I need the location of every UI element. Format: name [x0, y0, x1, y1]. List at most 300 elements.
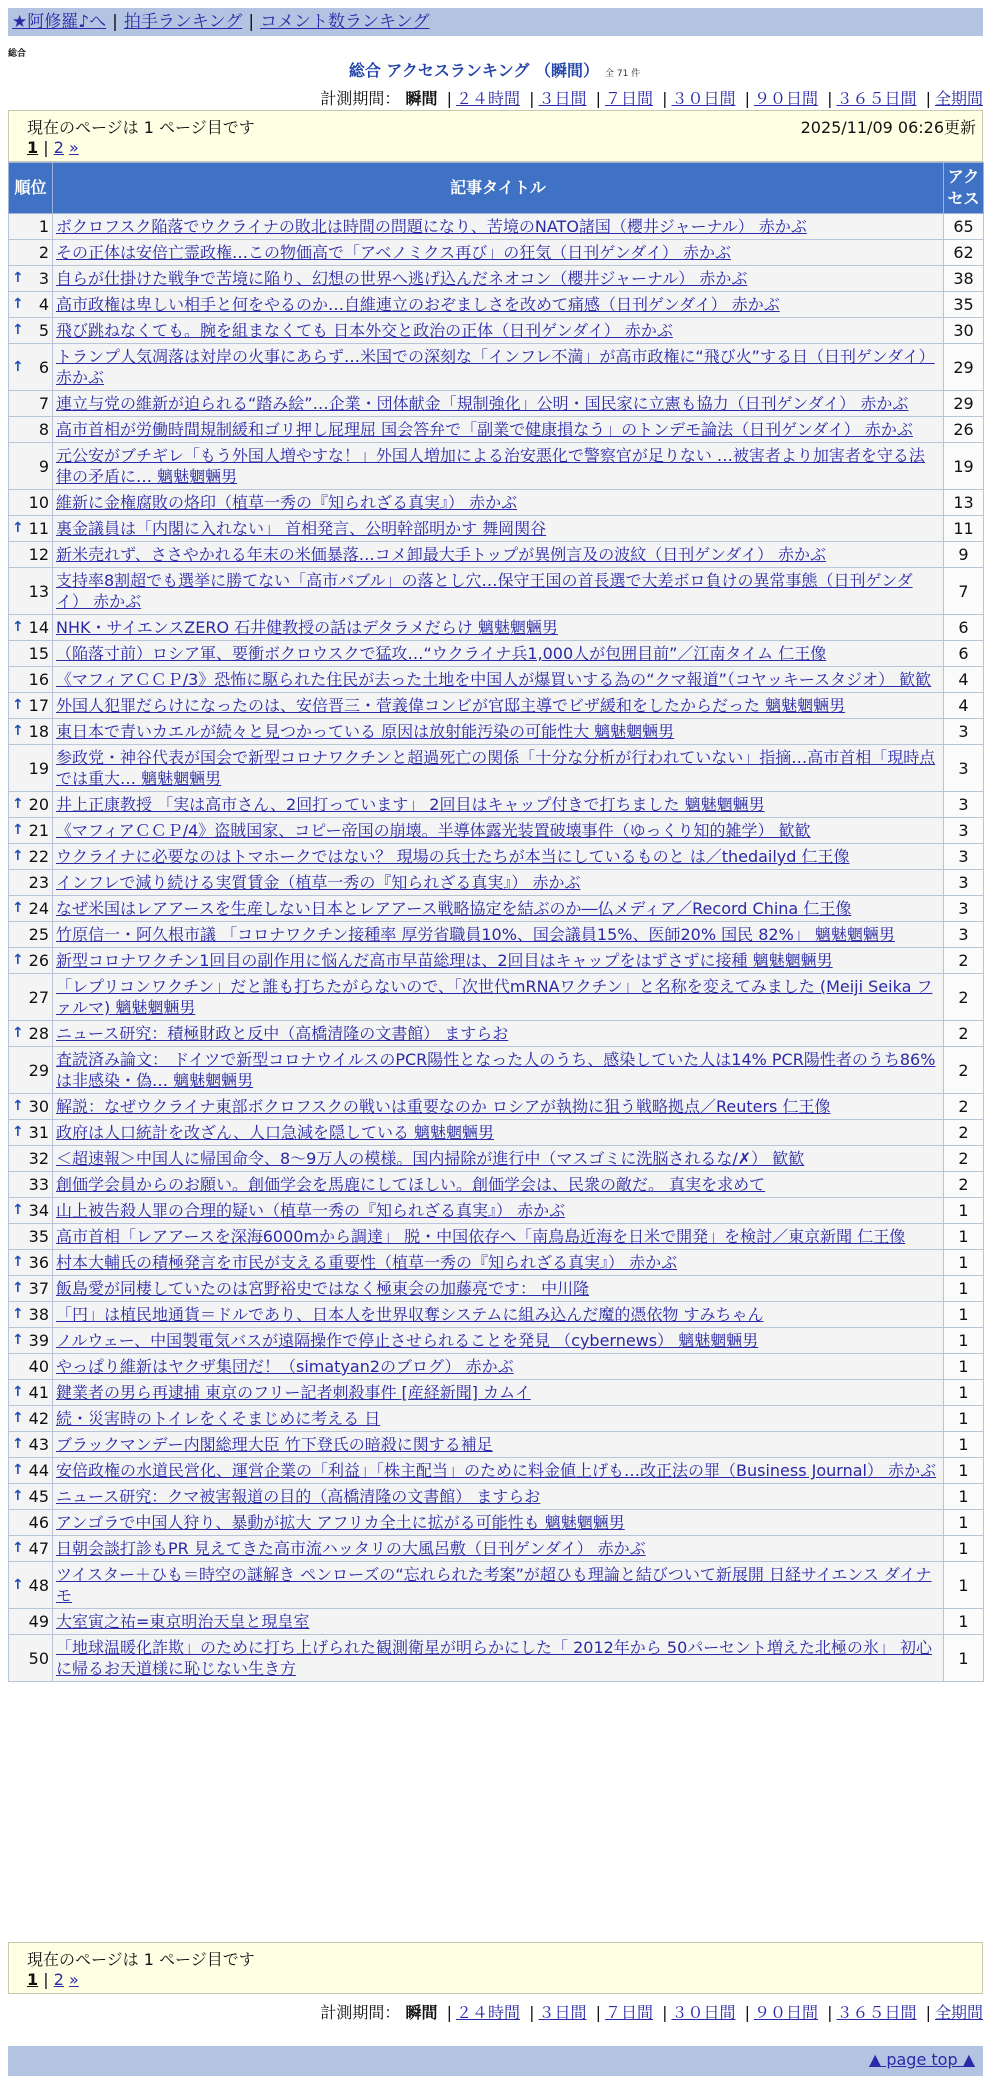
rank-number: 33 [28, 1175, 49, 1194]
article-title-link[interactable]: 「レプリコンワクチン」だと誰も打ちたがらないので、「次世代mRNAワクチン」と名称を変えてみました (Meiji Seika ファルマ) 魑魅魍魎男 [56, 977, 933, 1017]
rank-cell [9, 240, 53, 266]
top-nav [8, 8, 983, 36]
article-title-link[interactable]: NHK・サイエンスZERO 石井健教授の話はデタラメだらけ 魑魅魍魎男 [56, 618, 558, 637]
rank-up-icon: ↑ [12, 952, 24, 968]
rank-number: 29 [28, 1060, 49, 1080]
article-title-link[interactable]: ノルウェー、中国製電気バスが遠隔操作で停止させられることを発見 （cybernews） 魑魅魍魎男 [56, 1331, 759, 1350]
article-title-link[interactable]: 政府は人口統計を改ざん、人口急減を隠している 魑魅魍魎男 [56, 1123, 495, 1142]
rank-number: 21 [28, 821, 49, 840]
access-count: 1 [944, 1250, 984, 1276]
table-row [9, 542, 984, 568]
table-row [9, 1562, 984, 1609]
access-count: 65 [944, 214, 984, 240]
access-count: 26 [944, 417, 984, 443]
rank-cell [9, 490, 53, 516]
title-cell [53, 974, 944, 1021]
period-separator: | [529, 89, 535, 108]
article-title-link[interactable]: 《マフィアＣＣＰ/3》恐怖に駆られた住民が去った土地を中国人が爆買いする為の“クマ報道”（コヤッキースタジオ） 歓歓 [56, 670, 932, 689]
rank-up-icon: ↑ [12, 848, 24, 864]
pager-message: 現在のページは 1 ページ目です [27, 118, 255, 137]
table-row [9, 516, 984, 542]
period-separator: | [827, 2003, 833, 2022]
title-cell [53, 1635, 944, 1682]
table-row [9, 1276, 984, 1302]
rank-cell [9, 214, 53, 240]
period-7d-link[interactable]: ７日間 [604, 2003, 653, 2022]
title-cell [53, 318, 944, 344]
rank-cell [9, 1120, 53, 1146]
title-cell [53, 344, 944, 391]
next-page-link[interactable]: » [69, 138, 79, 157]
rank-number: 30 [28, 1097, 49, 1116]
title-cell [53, 1406, 944, 1432]
rank-up-icon: ↑ [12, 1384, 24, 1400]
article-title-link[interactable]: 鍵業者の男ら再逮捕 東京のフリー記者刺殺事件 [産経新聞] カムイ [56, 1383, 531, 1402]
rank-number: 1 [38, 217, 49, 236]
period-separator: | [446, 89, 452, 108]
table-row [9, 417, 984, 443]
rank-cell [9, 693, 53, 719]
access-count: 6 [944, 615, 984, 641]
period-365d-link[interactable]: ３６５日間 [836, 2003, 917, 2022]
rank-up-icon: ↑ [12, 1202, 24, 1218]
period-7d-link[interactable]: ７日間 [604, 89, 653, 108]
table-row [9, 1224, 984, 1250]
access-count: 30 [944, 318, 984, 344]
rank-up-icon: ↑ [12, 1410, 24, 1426]
period-30d-link[interactable]: ３０日間 [671, 2003, 736, 2022]
title-cell [53, 1224, 944, 1250]
rank-up-icon: ↑ [12, 1540, 24, 1556]
header-access: アクセス [944, 163, 984, 214]
article-title-link[interactable]: 高市政権は卑しい相手と何をやるのか…自維連立のおぞましさを改めて痛感（日刊ゲンダイ） 赤かぶ [56, 295, 780, 314]
period-all-link[interactable]: 全期間 [934, 89, 983, 108]
table-row [9, 1635, 984, 1682]
access-count: 1 [944, 1635, 984, 1682]
rank-number: 8 [38, 420, 49, 439]
article-title-link[interactable]: 外国人犯罪だらけになったのは、安倍晋三・菅義偉コンビが官邸主導でビザ緩和をしたからだった 魑魅魍魎男 [56, 696, 846, 715]
table-row [9, 214, 984, 240]
page-1-link[interactable]: 1 [27, 1970, 39, 1989]
rank-up-icon: ↑ [12, 1436, 24, 1452]
title-cell [53, 1432, 944, 1458]
period-separator: | [595, 2003, 601, 2022]
title-cell [53, 443, 944, 490]
article-title-link[interactable]: ニュース研究：積極財政と反中（高橋清隆の文書館） ますらお [56, 1024, 509, 1043]
rank-cell [9, 568, 53, 615]
rank-number: 7 [38, 394, 49, 413]
table-row [9, 443, 984, 490]
article-title-link[interactable]: 新米売れず、ささやかれる年末の米価暴落…コメ卸最大手トップが異例言及の波紋（日刊ゲンダイ） 赤かぶ [56, 545, 827, 564]
access-count: 1 [944, 1224, 984, 1250]
table-row [9, 1328, 984, 1354]
access-count: 3 [944, 896, 984, 922]
page-separator: | [43, 1970, 49, 1989]
rank-number: 28 [28, 1024, 49, 1043]
rank-cell [9, 745, 53, 792]
article-title-link[interactable]: 裏金議員は「内閣に入れない」 首相発言、公明幹部明かす 舞岡関谷 [56, 519, 547, 538]
rank-cell [9, 1562, 53, 1609]
period-separator: | [595, 89, 601, 108]
rank-number: 3 [38, 269, 49, 288]
access-count: 3 [944, 745, 984, 792]
article-title-link[interactable]: 連立与党の維新が迫られる“踏み絵”…企業・団体献金「規制強化」公明・国民家に立憲も協力（日刊ゲンダイ） 赤かぶ [56, 394, 909, 413]
title-cell [53, 214, 944, 240]
table-row [9, 344, 984, 391]
article-title-link[interactable]: 安倍政権の水道民営化、運営企業の「利益」「株主配当」のために料金値上げも…改正法の罪（Business Journal） 赤かぶ [56, 1461, 937, 1480]
title-cell [53, 1047, 944, 1094]
title-cell [53, 896, 944, 922]
article-title-link[interactable]: 高市首相が労働時間規制緩和ゴリ押し屁理屈 国会答弁で「副業で健康損なう」のトンデモ論法（日刊ゲンダイ） 赤かぶ [56, 420, 913, 439]
title-cell [53, 1302, 944, 1328]
rank-number: 45 [28, 1487, 49, 1506]
table-row [9, 568, 984, 615]
article-title-link[interactable]: 《マフィアＣＣＰ/4》盗賊国家、コピー帝国の崩壊。半導体露光装置破壊事件（ゆっくり知的雑学） 歓歓 [56, 821, 811, 840]
page-separator: | [43, 138, 49, 157]
period-24h-link[interactable]: ２４時間 [455, 89, 520, 108]
access-count: 2 [944, 948, 984, 974]
rank-number: 6 [38, 357, 49, 377]
ranking-title: 総合 アクセスランキング （瞬間） [348, 61, 599, 80]
rank-cell [9, 1276, 53, 1302]
rank-number: 26 [28, 951, 49, 970]
access-count: 1 [944, 1458, 984, 1484]
rank-number: 42 [28, 1409, 49, 1428]
rank-up-icon: ↑ [12, 1280, 24, 1296]
title-cell [53, 667, 944, 693]
article-title-link[interactable]: 井上正康教授 「実は高市さん、2回打っています」 2回目はキャップ付きで打ちました 魑魅魍魎男 [56, 795, 765, 814]
table-row [9, 1354, 984, 1380]
period-separator: | [744, 89, 750, 108]
pager-message-bottom: 現在のページは 1 ページ目です [27, 1950, 255, 1969]
table-row [9, 1458, 984, 1484]
rank-up-icon: ↑ [12, 1124, 24, 1140]
table-row [9, 844, 984, 870]
article-title-link[interactable]: 新型コロナワクチン1回目の副作用に悩んだ高市早苗総理は、2回目はキャップをはずさずに接種 魑魅魍魎男 [56, 951, 833, 970]
article-title-link[interactable]: 解説：なぜウクライナ東部ボクロフスクの戦いは重要なのか ロシアが執拗に狙う戦略拠点／Reuters 仁王像 [56, 1097, 831, 1116]
rank-cell [9, 1484, 53, 1510]
rank-up-icon: ↑ [12, 723, 24, 739]
table-row [9, 615, 984, 641]
article-title-link[interactable]: ブラックマンデー内閣総理大臣 竹下登氏の暗殺に関する補足 [56, 1435, 493, 1454]
title-cell [53, 641, 944, 667]
page-links-bottom [27, 1970, 79, 1989]
rank-number: 4 [38, 295, 49, 314]
rank-number: 47 [28, 1539, 49, 1558]
rank-up-icon: ↑ [12, 697, 24, 713]
period-90d-link[interactable]: ９０日間 [753, 89, 818, 108]
table-row [9, 1484, 984, 1510]
table-row [9, 719, 984, 745]
title-cell [53, 1276, 944, 1302]
article-title-link[interactable]: 続・災害時のトイレをくそまじめに考える 日 [56, 1409, 381, 1428]
article-title-link[interactable]: 東日本で青いカエルが続々と見つかっている 原因は放射能汚染の可能性大 魑魅魍魎男 [56, 722, 675, 741]
title-cell [53, 1328, 944, 1354]
rank-up-icon: ↑ [12, 322, 24, 338]
period-30d-link[interactable]: ３０日間 [671, 89, 736, 108]
header-title: 記事タイトル [53, 163, 944, 214]
access-count: 3 [944, 818, 984, 844]
rank-number: 25 [28, 925, 49, 944]
rank-number: 43 [28, 1435, 49, 1454]
article-title-link[interactable]: インフレで減り続ける実質賃金（植草一秀の『知られざる真実』） 赤かぶ [56, 873, 581, 892]
period-selector [320, 86, 983, 109]
title-cell [53, 1198, 944, 1224]
rank-number: 38 [28, 1305, 49, 1324]
rank-up-icon: ↑ [12, 1306, 24, 1322]
title-cell [53, 745, 944, 792]
article-title-link[interactable]: トランプ人気凋落は対岸の火事にあらず…米国での深刻な「インフレ不満」が高市政権に“飛び火”する日（日刊ゲンダイ） 赤かぶ [56, 347, 935, 387]
rank-number: 14 [28, 618, 49, 637]
rank-number: 11 [28, 519, 49, 538]
rank-cell [9, 542, 53, 568]
article-title-link[interactable]: なぜ米国はレアアースを生産しない日本とレアアース戦略協定を結ぶのか―仏メディア／Record China 仁王像 [56, 899, 852, 918]
table-row [9, 1609, 984, 1635]
article-title-link[interactable]: 大室寅之祐=東京明治天皇と現皇室 [56, 1612, 310, 1631]
article-title-link[interactable]: ウクライナに必要なのはトマホークではない？ 現場の兵士たちが本当にしているものと は／thedailyd 仁王像 [56, 847, 850, 866]
article-title-link[interactable]: 高市首相「レアアースを深海6000mから調達」 脱・中国依存へ「南鳥島近海を日米で開発」を検討／東京新聞 仁王像 [56, 1227, 906, 1246]
article-title-link[interactable]: ニュース研究：クマ被害報道の目的（高橋清隆の文書館） ますらお [56, 1487, 541, 1506]
rank-number: 31 [28, 1123, 49, 1142]
access-count: 1 [944, 1432, 984, 1458]
rank-number: 46 [28, 1513, 49, 1532]
access-count: 19 [944, 443, 984, 490]
access-count: 13 [944, 490, 984, 516]
period-separator: | [662, 89, 668, 108]
rank-cell [9, 1432, 53, 1458]
rank-number: 20 [28, 795, 49, 814]
period-3d-link[interactable]: ３日間 [538, 89, 587, 108]
rank-cell [9, 391, 53, 417]
title-cell [53, 266, 944, 292]
article-title-link[interactable]: 参政党・神谷代表が国会で新型コロナワクチンと超過死亡の関係「十分な分析が行われていない」指摘…高市首相「現時点では重大… 魑魅魍魎男 [56, 748, 936, 788]
period-365d-link[interactable]: ３６５日間 [836, 89, 917, 108]
access-count: 1 [944, 1328, 984, 1354]
rank-cell [9, 1047, 53, 1094]
access-count: 2 [944, 1094, 984, 1120]
table-row [9, 266, 984, 292]
nav-applause-ranking-link[interactable]: 拍手ランキング [123, 12, 243, 32]
period-label: 計測期間： [320, 89, 401, 108]
article-title-link[interactable]: 自らが仕掛けた戦争で苦境に陥り、幻想の世界へ逃げ込んだネオコン（櫻井ジャーナル） 赤かぶ [56, 269, 748, 288]
rank-cell [9, 318, 53, 344]
rank-up-icon: ↑ [12, 270, 24, 286]
header-rank: 順位 [9, 163, 53, 214]
rank-number: 10 [28, 493, 49, 512]
rank-number: 48 [28, 1575, 49, 1595]
article-title-link[interactable]: ツイスター＋ひも＝時空の謎解き ペンローズの“忘れられた考案”が超ひも理論と結びついて新展開 日経サイエンス ダイナモ [56, 1565, 932, 1605]
nav-separator: | [112, 12, 118, 32]
pager-top [8, 110, 983, 162]
title-cell [53, 844, 944, 870]
article-title-link[interactable]: ＜超速報＞中国人に帰国命令、8～9万人の模様。国内掃除が進行中（マスゴミに洗脳されるな/✗） 歓歓 [56, 1149, 805, 1168]
rank-up-icon: ↑ [12, 619, 24, 635]
bottom-bar [8, 2046, 983, 2076]
access-count: 1 [944, 1510, 984, 1536]
table-row [9, 1094, 984, 1120]
title-cell [53, 1458, 944, 1484]
title-cell [53, 391, 944, 417]
table-row [9, 240, 984, 266]
rank-cell [9, 1536, 53, 1562]
article-title-link[interactable]: 創価学会員からのお願い。創価学会を馬鹿にしてほしい。創価学会は、民衆の敵だ。 真実を求めて [56, 1175, 766, 1194]
period-3d-link[interactable]: ３日間 [538, 2003, 587, 2022]
rank-up-icon: ↑ [12, 796, 24, 812]
article-title-link[interactable]: その正体は安倍亡霊政権…この物価高で「アベノミクス再び」の狂気（日刊ゲンダイ） 赤かぶ [56, 243, 732, 262]
period-separator: | [446, 2003, 452, 2022]
page-1-link[interactable]: 1 [27, 138, 39, 157]
rank-cell [9, 1609, 53, 1635]
period-24h-link[interactable]: ２４時間 [455, 2003, 520, 2022]
title-cell [53, 615, 944, 641]
access-count: 2 [944, 1146, 984, 1172]
access-count: 38 [944, 266, 984, 292]
access-count: 2 [944, 1021, 984, 1047]
rank-up-icon: ↑ [12, 1576, 24, 1593]
rank-number: 32 [28, 1149, 49, 1168]
title-cell [53, 1484, 944, 1510]
access-count: 1 [944, 1354, 984, 1380]
article-title-link[interactable]: アンゴラで中国人狩り、暴動が拡大 アフリカ全土に拡がる可能性も 魑魅魍魎男 [56, 1513, 625, 1532]
period-separator: | [925, 2003, 931, 2022]
access-count: 3 [944, 719, 984, 745]
article-title-link[interactable]: 維新に金権腐敗の烙印（植草一秀の『知られざる真実』） 赤かぶ [56, 493, 518, 512]
access-count: 4 [944, 667, 984, 693]
period-current: 瞬間 [405, 2003, 438, 2022]
title-cell [53, 792, 944, 818]
access-count: 3 [944, 792, 984, 818]
article-title-link[interactable]: 村本大輔氏の積極発言を市民が支える重要性（植草一秀の『知られざる真実』） 赤かぶ [56, 1253, 678, 1272]
page-2-link[interactable]: 2 [53, 1970, 64, 1989]
rank-cell [9, 1302, 53, 1328]
access-count: 35 [944, 292, 984, 318]
article-title-link[interactable]: 飯島愛が同棲していたのは宮野裕史ではなく極東会の加藤亮です： 中川隆 [56, 1279, 590, 1298]
title-cell [53, 1094, 944, 1120]
period-separator: | [827, 89, 833, 108]
page-2-link[interactable]: 2 [53, 138, 64, 157]
period-all-link[interactable]: 全期間 [934, 2003, 983, 2022]
access-count: 1 [944, 1609, 984, 1635]
rank-cell [9, 818, 53, 844]
rank-up-icon: ↑ [12, 822, 24, 838]
table-row [9, 1536, 984, 1562]
table-row [9, 818, 984, 844]
title-cell [53, 292, 944, 318]
article-title-link[interactable]: 飛び跳ねなくても。腕を組まなくても 日本外交と政治の正体（日刊ゲンダイ） 赤かぶ [56, 321, 673, 340]
title-cell [53, 1021, 944, 1047]
rank-number: 37 [28, 1279, 49, 1298]
period-separator: | [529, 2003, 535, 2022]
access-count: 3 [944, 922, 984, 948]
table-row [9, 870, 984, 896]
access-count: 1 [944, 1380, 984, 1406]
article-title-link[interactable]: 査読済み論文： ドイツで新型コロナウイルスのPCR陽性となった人のうち、感染していた人は14% PCR陽性者のうち86%は非感染・偽… 魑魅魍魎男 [56, 1050, 936, 1090]
rank-number: 39 [28, 1331, 49, 1350]
page-top-link[interactable]: ▲ page top ▲ [868, 2050, 975, 2069]
title-cell [53, 1354, 944, 1380]
table-row [9, 292, 984, 318]
article-title-link[interactable]: 竹原信一・阿久根市議 「コロナワクチン接種率 厚労省職員10%、国会議員15%、医師20% 国民 82%」 魑魅魍魎男 [56, 925, 895, 944]
article-title-link[interactable]: やっぱり維新はヤクザ集団だ！（simatyan2のブログ） 赤かぶ [56, 1357, 514, 1376]
rank-number: 9 [38, 456, 49, 476]
rank-cell [9, 443, 53, 490]
rank-cell [9, 1328, 53, 1354]
table-row [9, 667, 984, 693]
rank-up-icon: ↑ [12, 1488, 24, 1504]
table-row [9, 1432, 984, 1458]
rank-cell [9, 1406, 53, 1432]
title-cell [53, 719, 944, 745]
rank-cell [9, 1458, 53, 1484]
rank-cell [9, 870, 53, 896]
ranking-table [8, 162, 984, 1682]
rank-cell [9, 1146, 53, 1172]
article-title-link[interactable]: 元公安がブチギレ「もう外国人増やすな！」外国人増加による治安悪化で警察官が足りない …被害者より加害者を守る法律の矛盾に… 魑魅魍魎男 [56, 446, 925, 486]
title-cell [53, 818, 944, 844]
rank-number: 16 [28, 670, 49, 689]
title-cell [53, 568, 944, 615]
rank-cell [9, 1198, 53, 1224]
article-title-link[interactable]: 「円」は植民地通貨＝ドルであり、日本人を世界収奪システムに組み込んだ魔的憑依物 すみちゃん [56, 1305, 764, 1324]
table-row [9, 1047, 984, 1094]
article-title-link[interactable]: 「地球温暖化詐欺」のために打ち上げられた観測衛星が明らかにした「 2012年から 50パーセント増えた北極の氷」 初心に帰るお天道様に恥じない生き方 [56, 1638, 933, 1678]
table-header-row [9, 163, 984, 214]
total-count: 全 71 件 [605, 69, 641, 79]
rank-cell [9, 922, 53, 948]
table-row [9, 792, 984, 818]
next-page-link[interactable]: » [69, 1970, 79, 1989]
rank-number: 18 [28, 722, 49, 741]
rank-number: 2 [38, 243, 49, 262]
rank-up-icon: ↑ [12, 1025, 24, 1041]
rank-cell [9, 516, 53, 542]
rank-number: 13 [28, 581, 49, 601]
title-cell [53, 870, 944, 896]
rank-up-icon: ↑ [12, 296, 24, 312]
rank-cell [9, 1354, 53, 1380]
article-title-link[interactable]: ボクロフスク陥落でウクライナの敗北は時間の問題になり、苦境のNATO諸国（櫻井ジャーナル） 赤かぶ [56, 217, 807, 236]
title-cell [53, 1120, 944, 1146]
article-title-link[interactable]: 日朝会談打診もPR 見えてきた高市流ハッタリの大風呂敷（日刊ゲンダイ） 赤かぶ [56, 1539, 646, 1558]
ranking-rows [9, 214, 984, 1682]
title-cell [53, 1510, 944, 1536]
table-row [9, 1172, 984, 1198]
access-count: 29 [944, 391, 984, 417]
nav-asyura-home-link[interactable]: ★阿修羅♪へ [12, 12, 107, 32]
title-cell [53, 1380, 944, 1406]
rank-up-icon: ↑ [12, 358, 24, 375]
title-cell [53, 1609, 944, 1635]
access-count: 3 [944, 870, 984, 896]
article-title-link[interactable]: （陥落寸前）ロシア軍、要衝ボクロウスクで猛攻…“ウクライナ兵1,000人が包囲目前”／江南タイム 仁王像 [56, 644, 827, 663]
article-title-link[interactable]: 支持率8割超でも選挙に勝てない「高市バブル」の落とし穴…保守王国の首長選で大差ボロ負けの異常事態（日刊ゲンダイ） 赤かぶ [56, 571, 913, 611]
article-title-link[interactable]: 山上被告殺人罪の合理的疑い（植草一秀の『知られざる真実』） 赤かぶ [56, 1201, 566, 1220]
period-separator: | [662, 2003, 668, 2022]
nav-comment-ranking-link[interactable]: コメント数ランキング [260, 12, 430, 32]
period-separator: | [744, 2003, 750, 2022]
updated-timestamp: 2025/11/09 06:26更新 [800, 118, 976, 137]
title-cell [53, 542, 944, 568]
period-90d-link[interactable]: ９０日間 [753, 2003, 818, 2022]
period-label: 計測期間： [320, 2003, 401, 2022]
access-count: 4 [944, 693, 984, 719]
title-cell [53, 948, 944, 974]
title-cell [53, 693, 944, 719]
access-count: 1 [944, 1302, 984, 1328]
rank-cell [9, 1510, 53, 1536]
rank-number: 17 [28, 696, 49, 715]
title-cell [53, 922, 944, 948]
